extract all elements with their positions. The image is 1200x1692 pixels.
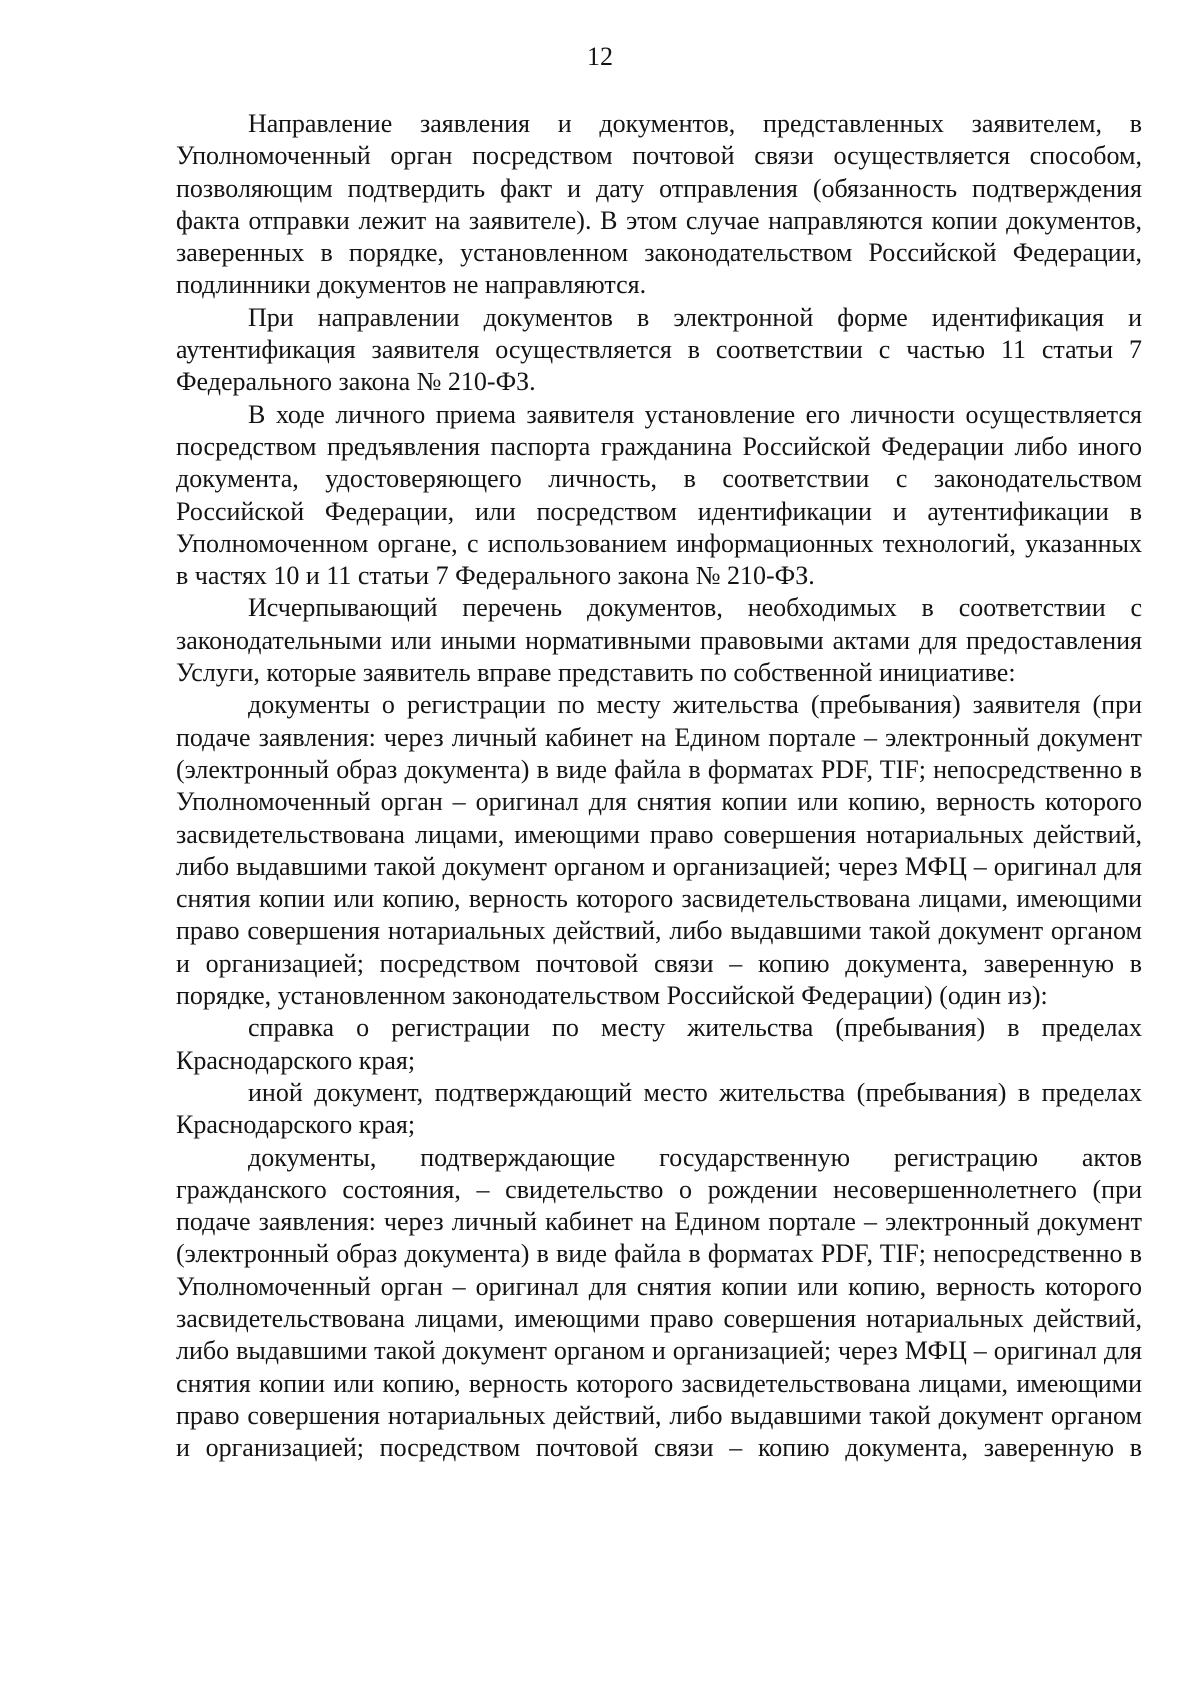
paragraph-registration-certificate: справка о регистрации по месту жительства (пребывания) в пределах Краснодарского края; <box>176 1013 1142 1075</box>
paragraph-personal-reception: В ходе личного приема заявителя установление его личности осуществляется посредством предъявления паспорта гражданина Российской Федерации либо иного документа, удостоверяющего личность, в соответствии с законодательством Российской Федерации, или посредством идентификации и аутентификации в Уполномоченном органе, с использованием информационных технологий, указанных в частях 10 и 11 статьи 7 Федерального закона № 210-ФЗ. <box>176 399 1142 591</box>
paragraph-residence-registration-documents: документы о регистрации по месту жительства (пребывания) заявителя (при подаче заявления: через личный кабинет на Едином портале – электронный документ (электронный образ документа) в виде файла в форматах PDF, TIF; непосредственно в Уполномоченный орган – оригинал для снятия копии или копию, верность которого засвидетельствована лицами, имеющими право совершения нотариальных действий, либо выдавшими такой документ органом и организацией; через МФЦ – оригинал для снятия копии или копию, верность которого засвидетельствована лицами, имеющими право совершения нотариальных действий, либо выдавшими такой документ органом и организацией; посредством почтовой связи – копию документа, заверенную в порядке, установленном законодательством Российской Федерации) (один из): <box>176 690 1142 1011</box>
paragraph-postal-submission: Направление заявления и документов, представленных заявителем, в Уполномоченный орган посредством почтовой связи осуществляется способом, позволяющим подтвердить факт и дату отправления (обязанность подтверждения факта отправки лежит на заявителе). В этом случае направляются копии документов, заверенных в порядке, установленном законодательством Российской Федерации, подлинники документов не направляются. <box>176 109 1142 300</box>
paragraph-civil-status-documents: документы, подтверждающие государственную регистрацию актов гражданского состояния, – свидетельство о рождении несовершеннолетнего (при подаче заявления: через личный кабинет на Едином портале – электронный документ (электронный образ документа) в виде файла в форматах PDF, TIF; непосредственно в Уполномоченный орган – оригинал для снятия копии или копию, верность которого засвидетельствована лицами, имеющими право совершения нотариальных действий, либо выдавшими такой документ органом и организацией; через МФЦ – оригинал для снятия копии или копию, верность которого засвидетельствована лицами, имеющими право совершения нотариальных действий, либо выдавшими такой документ органом и организацией; посредством почтовой связи – копию документа, заверенную в <box>176 1142 1142 1463</box>
page-number: 12 <box>587 42 613 71</box>
paragraph-other-residence-document: иной документ, подтверждающий место жительства (пребывания) в пределах Краснодарского края; <box>176 1077 1142 1140</box>
paragraph-documents-list-intro: Исчерпывающий перечень документов, необходимых в соответствии с законодательными или иными нормативными правовыми актами для предоставления Услуги, которые заявитель вправе представить по собственной инициативе: <box>176 593 1142 688</box>
document-body <box>176 108 1142 1464</box>
paragraph-electronic-identification: При направлении документов в электронной форме идентификация и аутентификация заявителя осуществляется в соответствии с частью 11 статьи 7 Федерального закона № 210-ФЗ. <box>176 302 1142 397</box>
